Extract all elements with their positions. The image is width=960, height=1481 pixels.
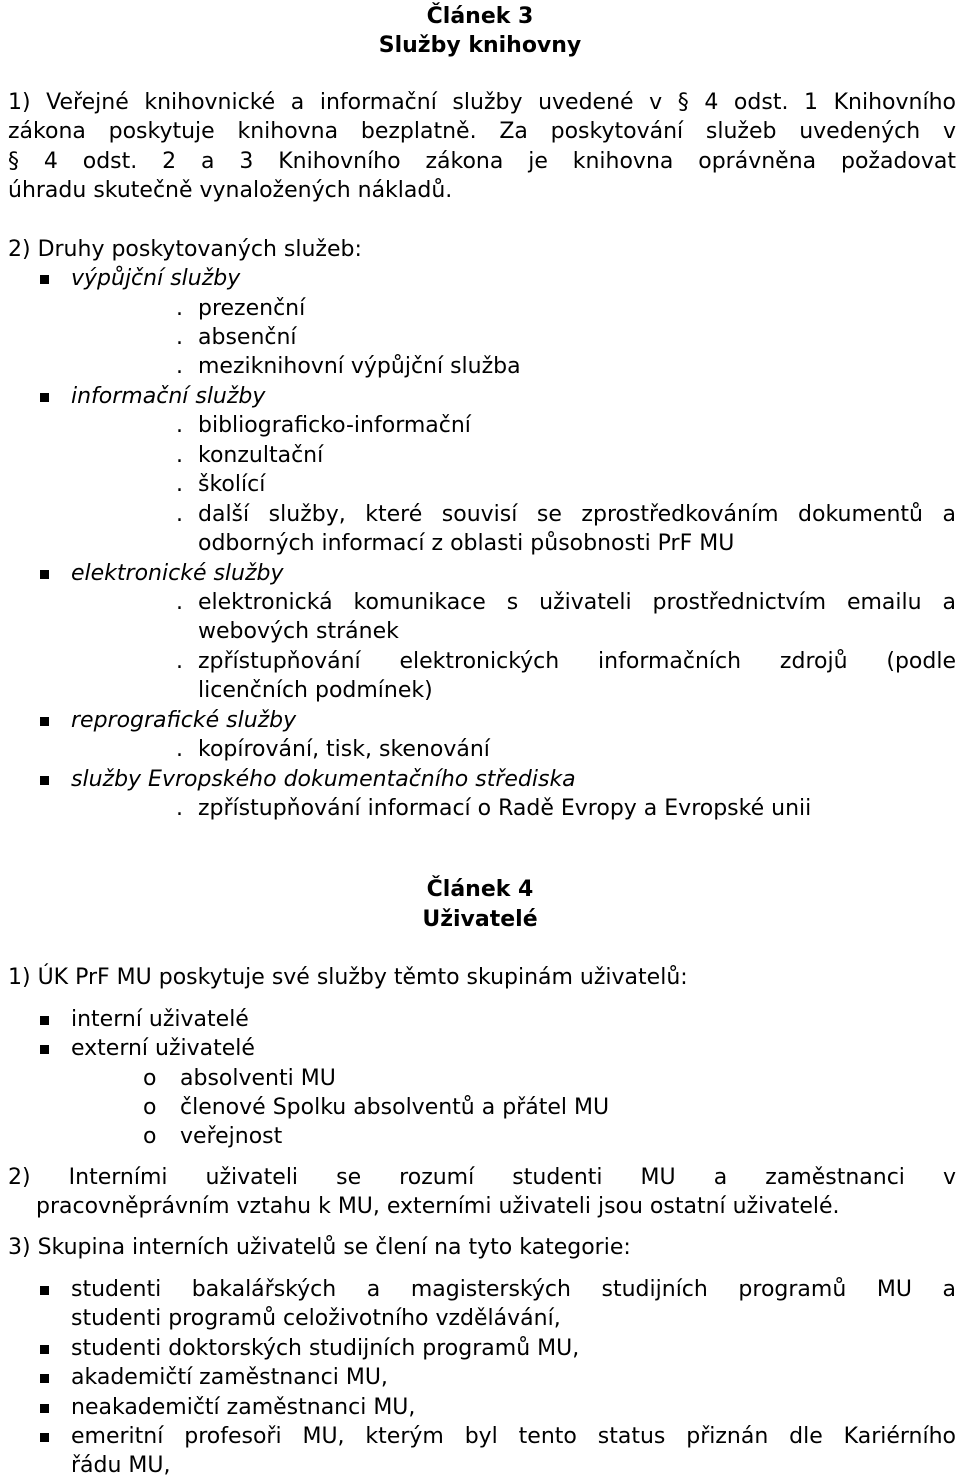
square-bullet-icon	[40, 717, 49, 726]
article-3-title: Článek 3	[426, 4, 534, 29]
art3-p2-intro: 2) Druhy poskytovaných služeb:	[8, 237, 362, 262]
item-marker: .	[176, 325, 183, 350]
item-marker: .	[176, 796, 183, 821]
item-marker: .	[176, 472, 183, 497]
info-item: bibliograficko-informační	[198, 413, 471, 438]
item-marker: .	[176, 296, 183, 321]
square-bullet-icon	[40, 1404, 49, 1413]
art3-p1-line3: § 4 odst. 2 a 3 Knihovního zákona je knihovna oprávněna požadovat	[8, 149, 956, 174]
square-bullet-icon	[40, 393, 49, 402]
service-repro: reprografické služby	[71, 708, 297, 733]
article-4-title: Článek 4	[426, 877, 534, 902]
external-subgroup: veřejnost	[180, 1124, 283, 1149]
square-bullet-icon	[40, 1286, 49, 1295]
lending-item: meziknihovní výpůjční služba	[198, 354, 521, 379]
category-1-line2: studenti programů celoživotního vzdělávání,	[71, 1306, 561, 1331]
square-bullet-icon	[40, 570, 49, 579]
electronic-item1-line2: webových stránek	[198, 619, 399, 644]
square-bullet-icon	[40, 776, 49, 785]
art3-p1-line2: zákona poskytuje knihovna bezplatně. Za poskytování služeb uvedených v	[8, 119, 956, 144]
art3-p1-line4: úhradu skutečně vynaložených nákladů.	[8, 178, 453, 203]
item-marker: .	[176, 502, 183, 527]
art4-p1: 1) ÚK PrF MU poskytuje své služby těmto skupinám uživatelů:	[8, 965, 688, 990]
category-5-line2: řádu MU,	[71, 1453, 171, 1478]
square-bullet-icon	[40, 1345, 49, 1354]
art4-p2-line2: pracovněprávním vztahu k MU, externími uživateli jsou ostatní uživatelé.	[36, 1194, 840, 1219]
external-subgroup: absolventi MU	[180, 1066, 336, 1091]
service-info: informační služby	[71, 384, 266, 409]
square-bullet-icon	[40, 1433, 49, 1442]
info-item: konzultační	[198, 443, 324, 468]
category-5-line1: emeritní profesoři MU, kterým byl tento status přiznán dle Kariérního	[71, 1424, 956, 1449]
user-group: externí uživatelé	[71, 1036, 255, 1061]
electronic-item1-line1: elektronická komunikace s uživateli prostřednictvím emailu a	[198, 590, 956, 615]
article-3-subtitle: Služby knihovny	[378, 33, 582, 58]
user-group: interní uživatelé	[71, 1007, 249, 1032]
item-marker: .	[176, 649, 183, 674]
category-4: neakademičtí zaměstnanci MU,	[71, 1395, 416, 1420]
article-4-subtitle: Uživatelé	[422, 907, 538, 932]
item-marker: .	[176, 590, 183, 615]
electronic-item2-line1: zpřístupňování elektronických informačních zdrojů (podle	[198, 649, 956, 674]
square-bullet-icon	[40, 1374, 49, 1383]
item-marker: .	[176, 354, 183, 379]
square-bullet-icon	[40, 275, 49, 284]
item-marker: .	[176, 443, 183, 468]
service-electronic: elektronické služby	[71, 561, 284, 586]
lending-item: prezenční	[198, 296, 306, 321]
info-item-other-line2: odborných informací z oblasti působnosti PrF MU	[198, 531, 735, 556]
electronic-item2-line2: licenčních podmínek)	[198, 678, 433, 703]
sub-marker: o	[143, 1124, 157, 1149]
info-item-other-line1: další služby, které souvisí se zprostředkováním dokumentů a	[198, 502, 956, 527]
service-lending: výpůjční služby	[71, 266, 241, 291]
category-3: akademičtí zaměstnanci MU,	[71, 1365, 388, 1390]
service-edc: služby Evropského dokumentačního střediska	[71, 767, 576, 792]
art4-p2-line1: 2) Interními uživateli se rozumí studenti MU a zaměstnanci v	[8, 1165, 956, 1190]
edc-item: zpřístupňování informací o Radě Evropy a Evropské unii	[198, 796, 812, 821]
info-item: školící	[198, 472, 266, 497]
category-1-line1: studenti bakalářských a magisterských studijních programů MU a	[71, 1277, 956, 1302]
lending-item: absenční	[198, 325, 297, 350]
external-subgroup: členové Spolku absolventů a přátel MU	[180, 1095, 610, 1120]
art3-p1-line1: 1) Veřejné knihovnické a informační služby uvedené v § 4 odst. 1 Knihovního	[8, 90, 956, 115]
square-bullet-icon	[40, 1045, 49, 1054]
sub-marker: o	[143, 1066, 157, 1091]
sub-marker: o	[143, 1095, 157, 1120]
square-bullet-icon	[40, 1016, 49, 1025]
item-marker: .	[176, 413, 183, 438]
repro-item: kopírování, tisk, skenování	[198, 737, 490, 762]
item-marker: .	[176, 737, 183, 762]
art4-p3: 3) Skupina interních uživatelů se člení na tyto kategorie:	[8, 1235, 631, 1260]
category-2: studenti doktorských studijních programů MU,	[71, 1336, 580, 1361]
